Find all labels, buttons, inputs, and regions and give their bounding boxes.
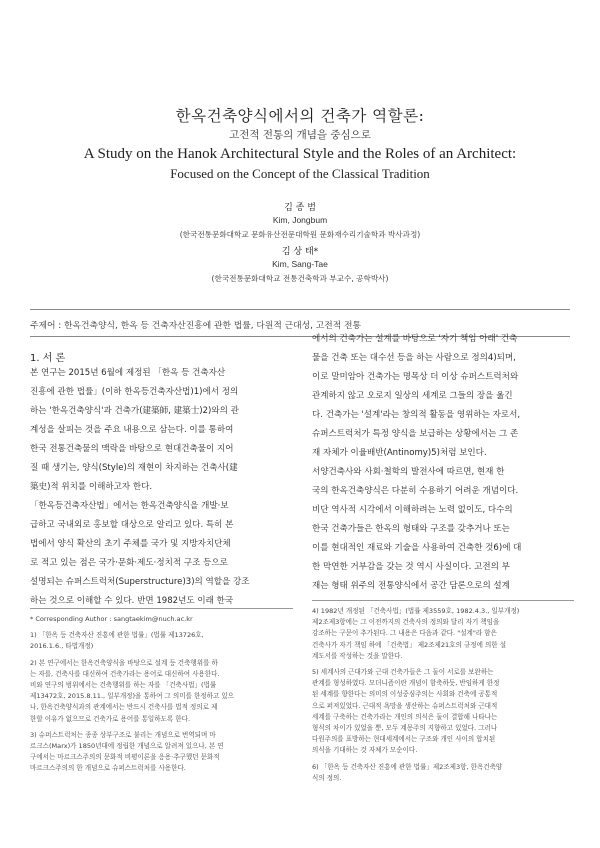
- body-text-line: 비단 역사적 시각에서 이해하려는 노력 없이도, 다수의: [312, 505, 513, 515]
- section-heading-introduction: 1. 서 론: [30, 353, 66, 364]
- body-text-line: 질 때 생기는, 양식(Style)의 재현이 차지하는 건축사(建: [30, 463, 238, 473]
- body-text-line: 이를 현대적인 재료와 기술을 사용하여 건축한 것6)에 대: [312, 543, 522, 553]
- body-text-line: 재 자체가 이율배반(Antinomy)5)처럼 보인다.: [312, 448, 487, 458]
- footnote-line: 2) 본 연구에서는 한옥건축양식을 바탕으로 설계 등 건축행위를 하: [30, 658, 218, 667]
- body-text-line: 로 적고 있는 점은 국가·문화·제도·정치적 구조 등으로: [30, 558, 228, 568]
- footnote-line: 제13472호, 2015.8.11., 일부개정)을 통하여 그 의미를 한정하고 있으: [30, 692, 234, 701]
- footnote-line: 강조하는 구문이 추가된다. 그 내용은 다음과 같다. "설계"라 함은: [312, 629, 497, 638]
- title-english-subtitle: Focused on the Concept of the Classical Tradition: [170, 166, 430, 181]
- body-text-line: 국의 한옥건축양식은 다분히 수용하기 어려운 개념이다.: [312, 486, 519, 496]
- body-text-line: 이로 말미암아 건축가는 명목상 더 이상 슈퍼스트럭처와: [312, 372, 519, 382]
- author-2-korean-name: 김 상 태*: [281, 247, 319, 257]
- footnote-line: 식의 정의.: [312, 773, 342, 782]
- body-text-line: 설명되는 슈퍼스트럭처(Superstructure)3)의 역할을 강조: [30, 577, 250, 587]
- footnote-line: 다원주의를 표방하는 현대세계에서는 구조와 개인 사이의 합치된: [312, 735, 496, 744]
- footnote-line: 으로 퍼져있었다. 근대적 욕망을 생산하는 슈퍼스트럭처와 근대적: [312, 701, 498, 710]
- footnote-line: 6) 「한옥 등 건축자산 진흥에 관한 법률」제2조제3항, 한옥건축양: [312, 762, 503, 771]
- body-text-line: 한국 전통건축물의 맥락을 바탕으로 현대건축물이 지어: [30, 444, 234, 454]
- right-footnotes: [312, 606, 576, 784]
- footnote-line: 계도서를 작성하는 것을 말한다.: [312, 651, 403, 660]
- body-text-line: 에서의 건축가는 설계를 바탕으로 '자기 책임 아래' 건축: [312, 334, 518, 344]
- body-text-line: 계성을 살피는 것을 주요 내용으로 삼는다. 이를 통하여: [30, 425, 234, 435]
- body-text-line: 하는 것으로 이해할 수 있다. 반면 1982년도 이래 한국: [30, 596, 234, 606]
- body-text-line: 「한옥등건축자산법」에서는 한옥건축양식을 개발·보: [30, 501, 229, 511]
- footnote-line: * Corresponding Author : sangtaekim@nuch.ac.kr: [30, 615, 193, 623]
- right-footnote-rule: [312, 600, 574, 601]
- body-text-line: 다. 건축가는 '설계'라는 창의적 활동을 영위하는 자로서,: [312, 410, 521, 420]
- footnote-line: 한할 이유가 없으므로 건축가로 용어를 통일하도록 한다.: [30, 714, 191, 723]
- body-text-line: 한국 건축가들은 한옥의 형태와 구조를 갖추거나 또는: [312, 524, 510, 534]
- body-text-line: 물을 건축 또는 대수선 등을 하는 사람으로 정의4)되며,: [312, 353, 516, 363]
- footnote-line: 5) 세계사의 근대가와 근대 건축가들은 그 둘이 서로를 보완하는: [312, 668, 494, 677]
- footnote-line: 2016.1.6., 타법개정): [30, 642, 94, 651]
- right-column-body: [312, 330, 574, 596]
- author-2-affiliation: (한국전통문화대학교 전통건축학과 부교수, 공학박사): [211, 274, 389, 283]
- footnote-line: 된 세계를 향한다는 의미의 이성중심주의는 사회와 건축에 공통적: [312, 690, 498, 699]
- keywords-top-rule: [30, 309, 570, 310]
- footnote-line: 1) 「한옥 등 건축자산 진흥에 관한 법률」(법률 제13726호,: [30, 631, 204, 640]
- body-text-line: 급하고 국내외로 홍보할 대상으로 알리고 있다. 특히 본: [30, 520, 234, 530]
- footnote-line: 나, 한옥건축양식과의 관계에서는 반드시 건축사를 법적 정의로 제: [30, 703, 218, 712]
- footnote-line: 제2조제3항에는 그 이전까지의 건축사의 정의와 달리 자기 책임을: [312, 618, 500, 627]
- author-1-affiliation: (한국전통문화대학교 문화유산전문대학원 문화재수리기술학과 박사과정): [179, 230, 421, 239]
- footnote-line: 의식을 기대하는 것 자체가 모순이다.: [312, 746, 418, 755]
- footnote-line: 마르크스주의의 한 개념으로 슈퍼스트럭처를 사용한다.: [30, 764, 186, 773]
- author-1-english-name: Kim, Jongbum: [272, 215, 328, 225]
- footnote-line: 관계를 형성하였다. 모더니즘이란 개념이 함축하듯, 반임하게 한정: [312, 679, 500, 688]
- footnote-line: 건축사가 자기 책임 하에 「건축법」 제2조제21호의 규정에 의한 설: [312, 640, 507, 649]
- body-text-line: 하는 '한옥건축양식'과 건축가(建築師, 建築士)2)와의 관: [30, 406, 239, 416]
- title-korean: 한옥건축양식에서의 건축가 역할론:: [175, 107, 425, 125]
- body-text-line: 築史)적 위치를 이해하고자 한다.: [30, 482, 153, 492]
- body-text-line: 한 막연한 거부감을 갖는 것 역시 사실이다. 고전의 부: [312, 562, 510, 572]
- left-footnotes: [30, 614, 295, 775]
- body-text-line: 법에서 양식 확산의 초기 주체를 국가 및 지방자치단체: [30, 539, 231, 549]
- body-text-line: 슈퍼스트럭처가 특정 양식을 보급하는 상황에서는 그 존: [312, 429, 519, 439]
- footnote-line: 는 자를, 건축사를 대신하여 건축가라는 용어로 대신하여 사용한다.: [30, 669, 220, 678]
- body-text-line: 서양건축사와 사회·철학의 발전사에 따르면, 현재 한: [312, 467, 505, 477]
- footnote-line: 4) 1982년 개정된 「건축사법」(법률 제3559호, 1982.4.3., 일부개정): [312, 607, 520, 615]
- body-text-line: 관계하지 않고 오로지 일상의 세계로 그들의 장을 옮긴: [312, 391, 513, 401]
- left-column-body: [30, 364, 293, 611]
- body-text-line: 재는 형태 위주의 전통양식에서 공간 담론으로의 설계: [312, 581, 510, 591]
- author-1-korean-name: 김 종 범: [284, 203, 316, 213]
- title-korean-subtitle: 고전적 전통의 개념을 중심으로: [229, 129, 371, 141]
- body-text-line: 본 연구는 2015년 6월에 제정된 「한옥 등 건축자산: [30, 368, 226, 378]
- footnote-line: 구에서는 마르크스주의의 문화적 비평이론을 응용·추구했던 문화적: [30, 753, 220, 762]
- left-footnote-rule: [30, 608, 293, 609]
- body-text-line: 진흥에 관한 법률」(이하 한옥등건축자산법)1)에서 정의: [30, 387, 239, 397]
- title-english: A Study on the Hanok Architectural Style and the Roles of an Architect:: [83, 146, 517, 162]
- footnote-line: 르크스(Marx)가 1850년대에 정립한 개념으로 알려져 있으나, 본 연: [30, 742, 224, 751]
- footnote-line: 세계를 구축하는 건축가라는 개인의 의식은 둘이 결합해 나타나는: [312, 712, 498, 721]
- footnote-line: 비와 연구의 범위에서는 건축행위를 하는 자를 「건축사법」(법률: [30, 681, 217, 690]
- footnote-line: 형식의 차이가 있었을 뿐, 모두 계몽주의 지향하고 있었다. 그러나: [312, 724, 498, 733]
- footnote-line: 3) 슈퍼스트럭처는 종종 상부구조로 불리는 개념으로 번역되며 마: [30, 730, 216, 739]
- author-2-english-name: Kim, Sang-Tae: [272, 259, 328, 269]
- keywords: 주제어 : 한옥건축양식, 한옥 등 건축자산진흥에 관한 법률, 다원적 근대성, 고전적 전통: [30, 321, 362, 331]
